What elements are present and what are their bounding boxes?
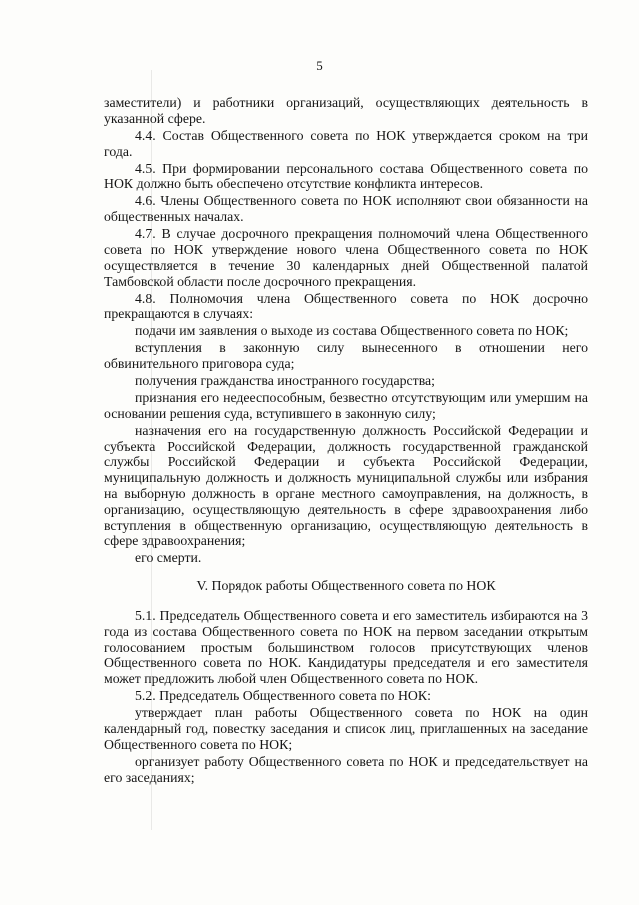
list-item-incapacity: признания его недееспособным, безвестно отсутствующим или умершим на основании решения суда, вступившего в законную силу; [104, 390, 588, 421]
list-item-resignation: подачи им заявления о выходе из состава Общественного совета по НОК; [135, 323, 569, 339]
list-item-plan: утверждает план работы Общественного совета по НОК на один календарный год, повестку заседания и список лиц, приглашенных на заседание Общественного совета по НОК; [104, 705, 588, 752]
list-item-organize: организует работу Общественного совета по НОК и председательствует на его заседаниях; [104, 753, 588, 785]
section-heading: V. Порядок работы Общественного совета по НОК [196, 578, 496, 594]
list-item-foreign-citizenship: получения гражданства иностранного государства; [135, 373, 436, 389]
paragraph-5-1: 5.1. Председатель Общественного совета и его заместитель избираются на 3 года из состава Общественного совета по НОК на первом заседании открытым голосованием простым большинством голосов присутствующих членов Общественного совета по НОК. Кандидатуры председателя и его заместителя может предложить любой член Общественного совета по НОК. [104, 607, 588, 687]
paragraph-4-5: 4.5. При формировании персонального состава Общественного совета по НОК должно быть обеспечено отсутствие конфликта интересов. [104, 160, 588, 192]
paragraph-4-4: 4.4. Состав Общественного совета по НОК утверждается сроком на три года. [104, 127, 588, 159]
list-item-death: его смерти. [135, 550, 202, 566]
paragraph-4-6: 4.6. Члены Общественного совета по НОК исполняют свои обязанности на общественных началах. [104, 193, 588, 225]
list-item-conviction: вступления в законную силу вынесенного в отношении него обвинительного приговора суда; [104, 340, 588, 372]
paragraph-continuation: заместители) и работники организаций, осуществляющих деятельность в указанной сфере. [104, 95, 588, 126]
page-number: 5 [316, 58, 323, 73]
paragraph-4-8: 4.8. Полномочия члена Общественного совета по НОК досрочно прекращаются в случаях: [104, 290, 588, 322]
document-body [104, 95, 588, 786]
list-item-appointment: назначения его на государственную должность Российской Федерации и субъекта Российской Федерации, должность государственной гражданской службы Российской Федерации и субъекта Российской Федерации, муниципальную должность и должность муниципальной службы или избрания на выборную должность в органе местного самоуправления, на должность, в организацию, осуществляющую деятельность в сфере здравоохранения либо вступления в общественную организацию, осуществляющую деятельность в сфере здравоохранения; [104, 422, 588, 549]
paragraph-4-7: 4.7. В случае досрочного прекращения полномочий члена Общественного совета по НОК утверждение нового члена Общественного совета по НОК осуществляется в течение 30 календарных дней Общественной палатой Тамбовской области после досрочного прекращения. [104, 226, 588, 289]
paragraph-5-2: 5.2. Председатель Общественного совета по НОК: [135, 688, 431, 704]
